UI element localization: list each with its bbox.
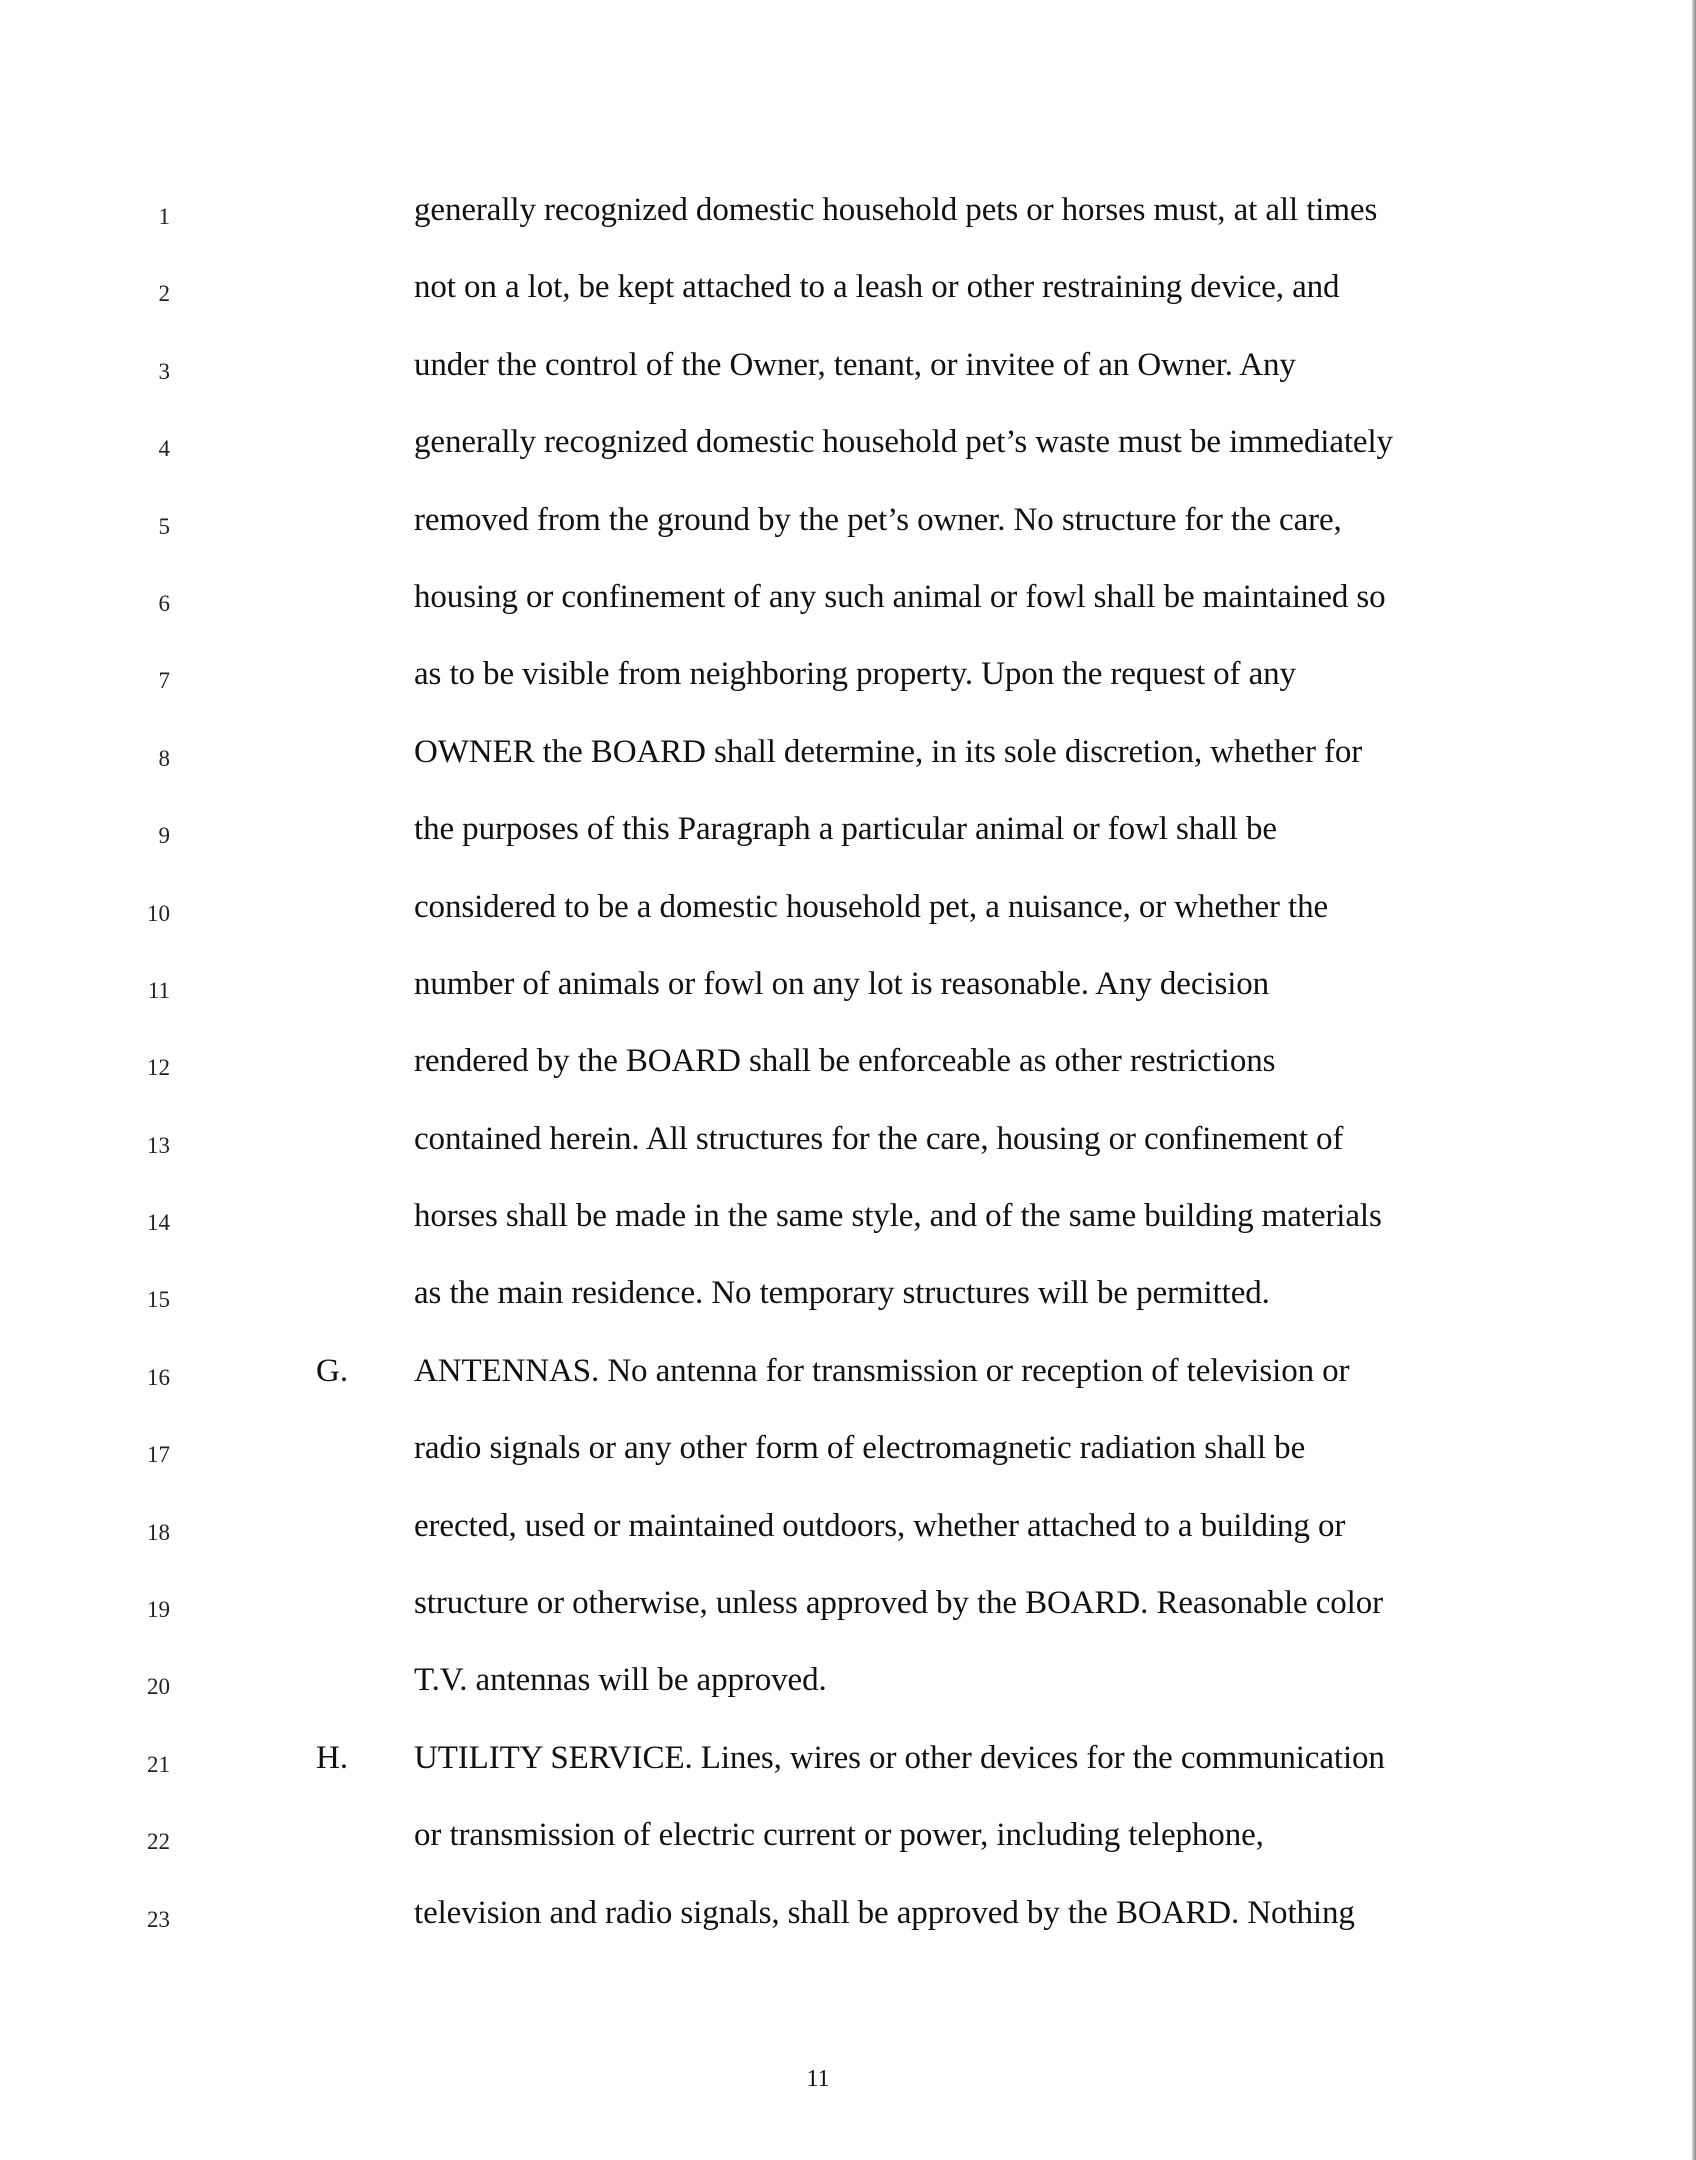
line-number: 5: [158, 513, 170, 539]
line-text: television and radio signals, shall be approved by the BOARD. Nothing: [414, 1894, 1355, 1931]
text-line: [0, 1025, 1696, 1102]
line-text: generally recognized domestic household pet’s waste must be immediately: [414, 424, 1393, 461]
line-text: number of animals or fowl on any lot is reasonable. Any decision: [414, 965, 1270, 1002]
line-text: radio signals or any other form of electromagnetic radiation shall be: [414, 1430, 1306, 1467]
text-line: [0, 1567, 1696, 1644]
text-line: [0, 1257, 1696, 1334]
line-text: T.V. antennas will be approved.: [414, 1662, 827, 1699]
text-line: [0, 484, 1696, 561]
line-number: 4: [158, 436, 170, 462]
line-text: OWNER the BOARD shall determine, in its sole discretion, whether for: [414, 733, 1363, 770]
line-number: 1: [158, 204, 170, 229]
text-line: [0, 948, 1696, 1025]
line-text: under the control of the Owner, tenant, or invitee of an Owner. Any: [414, 346, 1296, 383]
line-text: removed from the ground by the pet’s owner. No structure for the care,: [414, 501, 1342, 538]
section-letter: G.: [316, 1352, 349, 1389]
line-number: 20: [147, 1674, 170, 1700]
page-number: 11: [806, 2066, 830, 2092]
line-text: housing or confinement of any such animal or fowl shall be maintained so: [414, 578, 1386, 615]
line-text: contained herein. All structures for the care, housing or confinement of: [414, 1120, 1344, 1157]
line-number: 6: [158, 590, 170, 616]
numbered-text-body: [0, 174, 1696, 1954]
text-line: [0, 793, 1696, 870]
text-line: [0, 1722, 1696, 1799]
line-number: 10: [147, 900, 170, 926]
line-text: the purposes of this Paragraph a particular animal or fowl shall be: [414, 811, 1277, 848]
line-number: 12: [147, 1055, 170, 1081]
line-number: 13: [147, 1132, 170, 1158]
line-text: or transmission of electric current or power, including telephone,: [414, 1817, 1264, 1854]
line-text: not on a lot, be kept attached to a leash or other restraining device, and: [414, 269, 1340, 306]
line-text: considered to be a domestic household pet, a nuisance, or whether the: [414, 888, 1329, 925]
line-number: 2: [158, 281, 170, 307]
line-number: 21: [147, 1751, 170, 1777]
section-letter: H.: [316, 1739, 349, 1776]
text-line: [0, 1335, 1696, 1412]
text-line: [0, 1799, 1696, 1876]
text-line: [0, 1877, 1696, 1954]
text-line: [0, 1412, 1696, 1489]
text-line: [0, 871, 1696, 948]
text-line: [0, 251, 1696, 328]
line-text: rendered by the BOARD shall be enforceable as other restrictions: [414, 1043, 1276, 1080]
line-number: 7: [158, 668, 170, 694]
line-number: 17: [147, 1442, 170, 1468]
text-line: [0, 1644, 1696, 1721]
line-number: 9: [158, 823, 170, 849]
line-number: 16: [147, 1364, 170, 1390]
line-number: 8: [158, 745, 170, 771]
line-number: 18: [147, 1519, 170, 1545]
line-number: 11: [147, 977, 170, 1003]
line-number: 14: [147, 1210, 170, 1236]
line-text: as to be visible from neighboring property. Upon the request of any: [414, 656, 1296, 693]
text-line: [0, 716, 1696, 793]
line-number: 15: [147, 1287, 170, 1313]
text-line: [0, 174, 1696, 251]
text-line: [0, 1103, 1696, 1180]
line-number: 23: [147, 1906, 170, 1932]
text-line: [0, 1490, 1696, 1567]
text-line: [0, 406, 1696, 483]
line-text: ANTENNAS. No antenna for transmission or reception of television or: [414, 1352, 1350, 1389]
line-text: erected, used or maintained outdoors, whether attached to a building or: [414, 1507, 1346, 1544]
line-text: UTILITY SERVICE. Lines, wires or other devices for the communication: [414, 1739, 1385, 1776]
line-number: 22: [147, 1829, 170, 1855]
line-text: horses shall be made in the same style, and of the same building materials: [414, 1198, 1382, 1235]
line-number: 19: [147, 1597, 170, 1623]
line-number: 3: [158, 358, 170, 384]
text-line: [0, 329, 1696, 406]
text-line: [0, 561, 1696, 638]
text-line: [0, 1180, 1696, 1257]
line-text: as the main residence. No temporary structures will be permitted.: [414, 1275, 1270, 1312]
text-line: [0, 638, 1696, 715]
line-text: generally recognized domestic household pets or horses must, at all times: [414, 192, 1378, 228]
line-text: structure or otherwise, unless approved by the BOARD. Reasonable color: [414, 1585, 1384, 1622]
